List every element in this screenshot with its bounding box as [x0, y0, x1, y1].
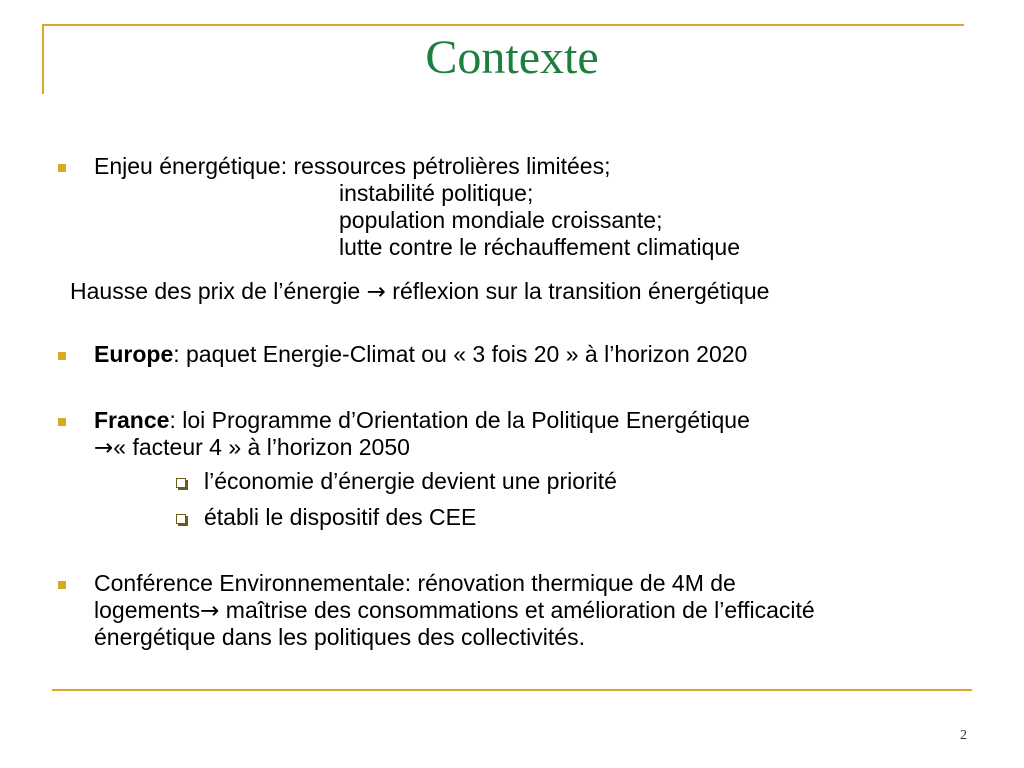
bullet-enjeu-cont: instabilité politique;: [339, 180, 534, 206]
hausse-pre: Hausse des prix de l’énergie: [70, 278, 361, 304]
bullet-conference: Conférence Environnementale: rénovation thermique de 4M de: [94, 570, 736, 596]
bullet-france: [94, 406, 750, 434]
france-line2: [94, 433, 410, 462]
page-number: 2: [960, 728, 967, 743]
conference-line3: énergétique dans les politiques des collectivités.: [94, 624, 585, 650]
sub-bullet-item: l’économie d’énergie devient une priorité: [204, 468, 617, 494]
slide-title: Contexte: [425, 31, 599, 84]
bullet-enjeu-cont: lutte contre le réchauffement climatique: [339, 234, 741, 260]
conference-line2a: logements: [94, 597, 201, 623]
france-line2-text: « facteur 4 » à l’horizon 2050: [113, 434, 410, 460]
france-text: : loi Programme d’Orientation de la Politique Energétique: [169, 407, 750, 433]
europe-label: Europe: [94, 341, 174, 367]
hausse-line: [70, 277, 769, 306]
france-label: France: [94, 407, 170, 433]
square-bullet-icon: [58, 352, 66, 360]
right-arrow-icon: →: [200, 598, 220, 624]
square-bullet-icon: [58, 418, 66, 426]
right-arrow-icon: →: [366, 279, 386, 305]
conference-line2: [94, 596, 815, 625]
square-bullet-icon: [58, 581, 66, 589]
frame-top-line: [42, 24, 964, 26]
bullet-enjeu-cont: population mondiale croissante;: [339, 207, 663, 233]
frame-bottom-line: [52, 689, 972, 691]
conference-line2b: maîtrise des consommations et amélioration de l’efficacité: [219, 597, 815, 623]
right-arrow-icon: →: [94, 435, 114, 461]
hausse-post: réflexion sur la transition énergétique: [392, 278, 770, 304]
europe-text: : paquet Energie-Climat ou « 3 fois 20 » à l’horizon 2020: [173, 341, 748, 367]
square-bullet-icon: [58, 164, 66, 172]
bullet-enjeu: Enjeu énergétique: ressources pétrolières limitées;: [94, 153, 611, 179]
sub-bullet-item: établi le dispositif des CEE: [204, 504, 477, 530]
checkbox-bullet-icon: [176, 478, 186, 488]
bullet-europe: [94, 340, 747, 368]
checkbox-bullet-icon: [176, 514, 186, 524]
